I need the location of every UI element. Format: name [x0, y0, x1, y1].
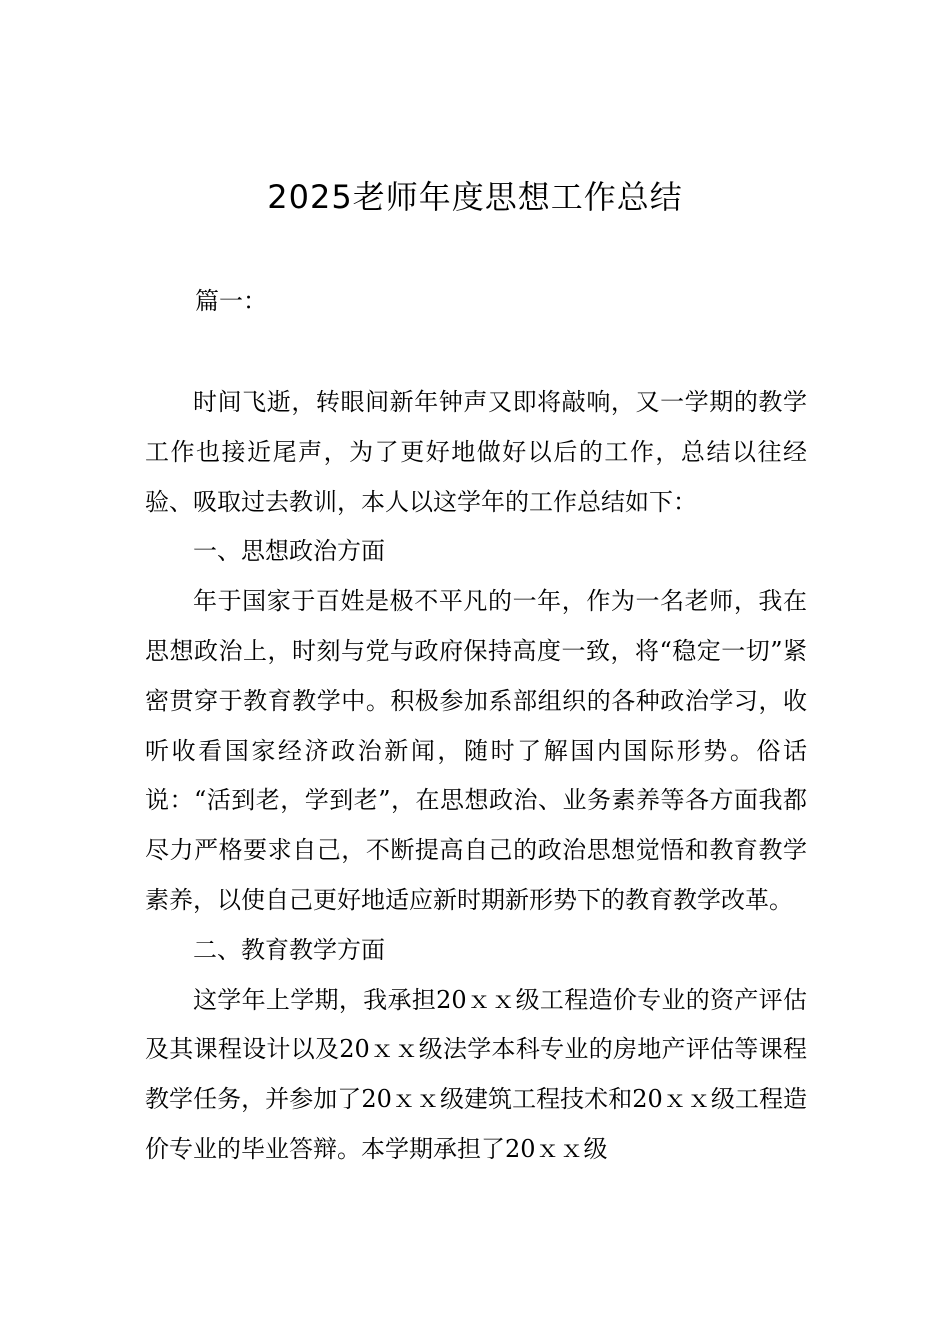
paragraph-political: 年于国家于百姓是极不平凡的一年，作为一名老师，我在思想政治上，时刻与党与政府保持高度一致，将“稳定一切”紧密贯穿于教育教学中。积极参加系部组织的各种政治学习，收听收看国家经济政治新闻，随时了解国内国际形势。俗话说：“活到老，学到老”，在思想政治、业务素养等各方面我都尽力严格要求自己，不断提高自己的政治思想觉悟和教育教学素养，以使自己更好地适应新时期新形势下的教育教学改革。	[145, 587, 807, 914]
heading-teaching: 二、教育教学方面	[193, 935, 385, 964]
heading-political: 一、思想政治方面	[193, 537, 385, 566]
document-body	[145, 378, 807, 1175]
paragraph-teaching: 这学年上学期，我承担20ｘｘ级工程造价专业的资产评估及其课程设计以及20ｘｘ级法学本科专业的房地产评估等课程教学任务，并参加了20ｘｘ级建筑工程技术和20ｘｘ级工程造价专业的毕业答辩。本学期承担了20ｘｘ级	[145, 985, 807, 1163]
document-title: 2025老师年度思想工作总结	[267, 178, 683, 216]
paragraph-intro: 时间飞逝，转眼间新年钟声又即将敲响，又一学期的教学工作也接近尾声，为了更好地做好以后的工作，总结以往经验、吸取过去教训，本人以这学年的工作总结如下：	[145, 388, 807, 516]
section-label: 篇一：	[195, 287, 267, 315]
